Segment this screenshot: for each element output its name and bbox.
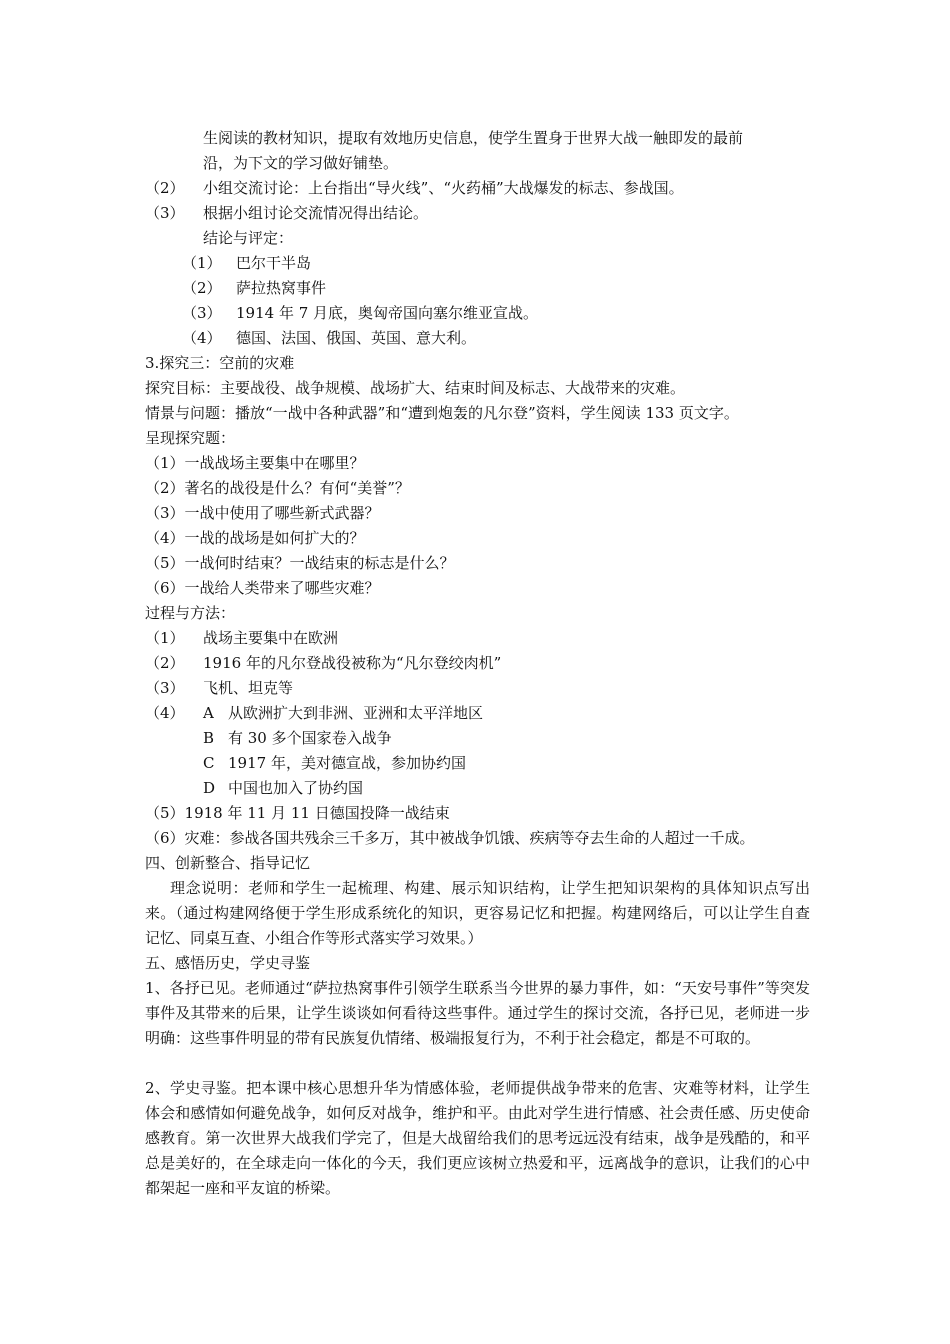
answer4-letter: A — [203, 704, 214, 722]
method-label: 过程与方法： — [145, 604, 236, 622]
answer-6: （6）灾难：参战各国共残余三千多万，其中被战争饥饿、疾病等夺去生命的人超过一千成。 — [145, 829, 755, 847]
conclusion-item-text: 萨拉热窝事件 — [236, 279, 327, 297]
question-item: （6）一战给人类带来了哪些灾难？ — [145, 579, 380, 597]
section5-paragraph-1: 1、各抒已见。老师通过“萨拉热窝事件引领学生联系当今世界的暴力事件，如：“天安号事件”等突发事件及其带来的后果，让学生谈谈如何看待这些事件。通过学生的探讨交流，各抒已见，老师进一步明确：这些事件明显的带有民族复仇情绪、极端报复行为，不利于社会稳定，都是不可取的。 — [145, 979, 810, 1047]
answer4-text: 有 30 多个国家卷入战争 — [228, 729, 392, 747]
question-item: （4）一战的战场是如何扩大的？ — [145, 529, 365, 547]
answer-5: （5）1918 年 11 月 11 日德国投降一战结束 — [145, 804, 450, 822]
answer-text: 飞机、坦克等 — [203, 679, 294, 697]
conclusion-item-number: （1） — [182, 254, 222, 272]
answer4-text: 从欧洲扩大到非洲、亚洲和太平洋地区 — [228, 704, 484, 722]
intro-line-1: 生阅读的教材知识，提取有效地历史信息，使学生置身于世界大战一触即发的最前 — [203, 129, 744, 147]
question-item: （2）著名的战役是什么？有何“美誉”？ — [145, 479, 410, 497]
section4-paragraph: 理念说明：老师和学生一起梳理、构建、展示知识结构，让学生把知识架构的具体知识点写出来。（通过构建网络便于学生形成系统化的知识，更容易记忆和把握。构建网络后，可以让学生自查记忆、同桌互查、小组合作等形式落实学习效果。） — [145, 879, 810, 947]
question-item: （3）一战中使用了哪些新式武器？ — [145, 504, 380, 522]
answer-text: 1916 年的凡尔登战役被称为“凡尔登绞肉机” — [203, 654, 502, 672]
answer-number: （2） — [145, 654, 185, 672]
step-text: 小组交流讨论：上台指出“导火线”、“火药桶”大战爆发的标志、参战国。 — [203, 179, 684, 197]
conclusion-item-text: 1914 年 7 月底，奥匈帝国向塞尔维亚宣战。 — [236, 304, 539, 322]
answer-number: （1） — [145, 629, 185, 647]
section5-title: 五、感悟历史，学史寻鉴 — [145, 954, 311, 972]
answer4-letter: B — [203, 729, 215, 747]
explore3-present-label: 呈现探究题： — [145, 429, 236, 447]
question-item: （1）一战战场主要集中在哪里？ — [145, 454, 365, 472]
answer4-text: 1917 年，美对德宣战，参加协约国 — [228, 754, 466, 772]
answer4-letter: D — [203, 779, 216, 797]
question-item: （5）一战何时结束？一战结束的标志是什么？ — [145, 554, 455, 572]
step-number: （2） — [145, 179, 185, 197]
explore3-scene: 情景与问题：播放“一战中各种武器”和“遭到炮轰的凡尔登”资料，学生阅读 133 页文字。 — [145, 404, 739, 422]
conclusion-item-number: （3） — [182, 304, 222, 322]
answer4-letter: C — [203, 754, 215, 772]
explore3-title: 3.探究三：空前的灾难 — [145, 354, 295, 372]
intro-line-2: 沿，为下文的学习做好铺垫。 — [203, 154, 399, 172]
conclusion-item-number: （4） — [182, 329, 222, 347]
conclusion-item-text: 巴尔干半岛 — [236, 254, 312, 272]
section4-title: 四、创新整合、指导记忆 — [145, 854, 311, 872]
step-number: （3） — [145, 204, 185, 222]
answer-number: （3） — [145, 679, 185, 697]
answer-text: 战场主要集中在欧洲 — [203, 629, 339, 647]
answer-number: （4） — [145, 704, 185, 722]
answer4-text: 中国也加入了协约国 — [228, 779, 364, 797]
step-text: 根据小组讨论交流情况得出结论。 — [203, 204, 429, 222]
explore3-goal: 探究目标：主要战役、战争规模、战场扩大、结束时间及标志、大战带来的灾难。 — [145, 379, 686, 397]
section5-paragraph-2: 2、学史寻鉴。把本课中核心思想升华为情感体验，老师提供战争带来的危害、灾难等材料，让学生体会和感情如何避免战争，如何反对战争，维护和平。由此对学生进行情感、社会责任感、历史使命感教育。第一次世界大战我们学完了，但是大战留给我们的思考远远没有结束，战争是残酷的，和平总是美好的，在全球走向一体化的今天，我们更应该树立热爱和平，远离战争的意识，让我们的心中都架起一座和平友谊的桥梁。 — [145, 1079, 810, 1197]
conclusion-item-number: （2） — [182, 279, 222, 297]
conclusion-label: 结论与评定： — [203, 229, 294, 247]
conclusion-item-text: 德国、法国、俄国、英国、意大利。 — [236, 329, 477, 347]
